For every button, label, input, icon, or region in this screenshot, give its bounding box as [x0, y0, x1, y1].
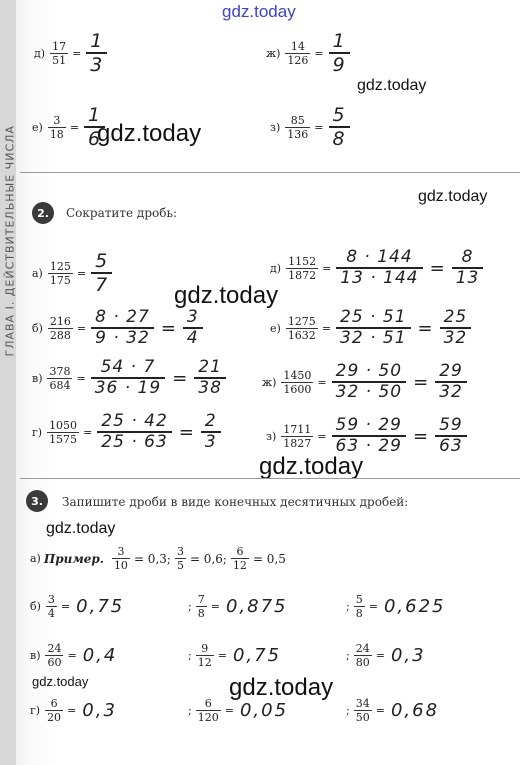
- handwritten-decimal: 0,75: [76, 596, 125, 617]
- divider: [20, 172, 520, 173]
- decimal-item: г) $\frac{6}{20}$ = 0,3: [30, 697, 117, 724]
- fraction: $\frac{3}{18}$: [49, 113, 64, 141]
- handwritten-factorization: $\frac{29 \cdot 50}{32 \cdot 50}$: [332, 362, 406, 402]
- exercise-g: г) $\frac{1050}{1575}$ = $\frac{25 \cdot 42}{25 \cdot 63}$ = $\frac{2}{3}$: [32, 412, 224, 452]
- watermark: gdz.today: [418, 188, 488, 205]
- watermark: gdz.today: [97, 120, 202, 147]
- fraction: $\frac{1711}{1827}$: [283, 422, 312, 450]
- exercise-e: е) $\frac{3}{18}$ = $\frac{1}{6}$: [32, 104, 108, 150]
- watermark: gdz.today: [259, 453, 364, 480]
- fraction: $\frac{24}{80}$: [355, 642, 370, 669]
- fraction: $\frac{6}{120}$: [197, 697, 219, 724]
- handwritten-decimal: 0,3: [390, 645, 426, 666]
- handwritten-decimal: 0,68: [390, 700, 440, 721]
- exercise-zh: ж) $\frac{14}{126}$ = $\frac{1}{9}$: [266, 30, 353, 76]
- fraction: $\frac{1275}{1632}$: [287, 314, 316, 342]
- fraction: $\frac{216}{288}$: [49, 314, 71, 342]
- item-label: е): [32, 120, 43, 134]
- fraction: $\frac{5}{8}$: [355, 593, 363, 620]
- handwritten-decimal: 0,4: [82, 645, 118, 666]
- handwritten-decimal: 0,75: [232, 645, 282, 666]
- item-label: з): [270, 120, 281, 134]
- exercise-e2: е) $\frac{1275}{1632}$ = $\frac{25 \cdot 51}{32 \cdot 51}$ = $\frac{25}{32}$: [270, 308, 474, 348]
- decimal-item: ; $\frac{9}{12}$ = 0,75: [188, 642, 282, 669]
- handwritten-answer: $\frac{8}{13}$: [452, 248, 484, 288]
- example-title: Пример.: [43, 551, 104, 566]
- handwritten-answer: $\frac{1}{9}$: [329, 30, 350, 76]
- task-number-badge: 2.: [32, 202, 54, 224]
- exercise-zh2: ж) $\frac{1450}{1600}$ = $\frac{29 \cdot 50}{32 \cdot 50}$ = $\frac{29}{32}$: [262, 362, 470, 402]
- fraction: $\frac{6}{12}$: [232, 545, 247, 572]
- fraction: $\frac{125}{175}$: [49, 259, 71, 287]
- handwritten-factorization: $\frac{59 \cdot 29}{63 \cdot 29}$: [332, 416, 406, 456]
- handwritten-answer: $\frac{5}{7}$: [91, 250, 112, 296]
- decimal-item: б) $\frac{3}{4}$ = 0,75: [30, 593, 125, 620]
- handwritten-decimal: 0,3: [82, 700, 117, 721]
- handwritten-factorization: $\frac{8 \cdot 27}{9 \cdot 32}$: [91, 308, 154, 348]
- handwritten-answer: $\frac{25}{32}$: [440, 308, 472, 348]
- task-title: Запишите дроби в виде конечных десятичных дробей:: [62, 495, 409, 509]
- fraction: $\frac{14}{126}$: [287, 39, 309, 67]
- fraction: $\frac{1050}{1575}$: [49, 418, 78, 446]
- fraction: $\frac{9}{12}$: [197, 642, 212, 669]
- fraction: $\frac{3}{5}$: [176, 545, 184, 572]
- exercise-z2: з) $\frac{1711}{1827}$ = $\frac{59 \cdot 29}{63 \cdot 29}$ = $\frac{59}{63}$: [266, 416, 470, 456]
- handwritten-answer: $\frac{29}{32}$: [435, 362, 467, 402]
- handwritten-factorization: $\frac{25 \cdot 51}{32 \cdot 51}$: [336, 308, 410, 348]
- exercise-z: з) $\frac{85}{136}$ = $\frac{5}{8}$: [270, 104, 353, 150]
- task-title: Сократите дробь:: [66, 206, 178, 220]
- example-row: а) Пример. $\frac{3}{10}$ = 0,3; $\frac{3}{5}$ = 0,6; $\frac{6}{12}$ = 0,5: [30, 545, 286, 572]
- fraction: $\frac{3}{4}$: [47, 593, 55, 620]
- handwritten-answer: $\frac{59}{63}$: [435, 416, 467, 456]
- watermark: gdz.today: [357, 77, 427, 94]
- item-label: д): [34, 46, 46, 60]
- fraction: $\frac{7}{8}$: [197, 593, 205, 620]
- decimal-item: ; $\frac{6}{120}$ = 0,05: [188, 697, 289, 724]
- exercise-v: в) $\frac{378}{684}$ = $\frac{54 \cdot 7}{36 \cdot 19}$ = $\frac{21}{38}$: [32, 358, 229, 398]
- decimal-item: ; $\frac{7}{8}$ = 0,875: [188, 593, 288, 620]
- item-label: ж): [266, 46, 281, 60]
- handwritten-factorization: $\frac{54 \cdot 7}{36 \cdot 19}$: [91, 358, 165, 398]
- fraction: $\frac{24}{60}$: [47, 642, 62, 669]
- fraction: $\frac{3}{10}$: [113, 545, 128, 572]
- watermark: gdz.today: [229, 674, 334, 701]
- watermark-top: gdz.today: [222, 2, 296, 21]
- task-number-badge: 3.: [26, 490, 48, 512]
- handwritten-answer: $\frac{1}{3}$: [86, 30, 107, 76]
- handwritten-decimal: 0,05: [239, 700, 289, 721]
- decimal-item: ; $\frac{24}{80}$ = 0,3: [346, 642, 426, 669]
- exercise-a: а) $\frac{125}{175}$ = $\frac{5}{7}$: [32, 250, 115, 296]
- spine-text: ГЛАВА I. ДЕЙСТВИТЕЛЬНЫЕ ЧИСЛА: [3, 125, 17, 357]
- fraction: $\frac{378}{684}$: [49, 364, 71, 392]
- watermark: gdz.today: [174, 282, 279, 309]
- handwritten-decimal: 0,625: [383, 596, 446, 617]
- watermark: gdz.today: [46, 520, 116, 537]
- handwritten-answer: $\frac{5}{8}$: [329, 104, 350, 150]
- handwritten-decimal: 0,875: [225, 596, 288, 617]
- exercise-b: б) $\frac{216}{288}$ = $\frac{8 \cdot 27}{9 \cdot 32}$ = $\frac{3}{4}$: [32, 308, 206, 348]
- exercise-d: д) $\frac{17}{51}$ = $\frac{1}{3}$: [34, 30, 110, 76]
- fraction: $\frac{17}{51}$: [52, 39, 67, 67]
- fraction: $\frac{1152}{1872}$: [288, 254, 317, 282]
- handwritten-answer: $\frac{3}{4}$: [183, 308, 203, 348]
- fraction: $\frac{34}{50}$: [355, 697, 370, 724]
- decimal-item: ; $\frac{34}{50}$ = 0,68: [346, 697, 440, 724]
- handwritten-factorization: $\frac{8 \cdot 144}{13 \cdot 144}$: [336, 248, 422, 288]
- decimal-item: ; $\frac{5}{8}$ = 0,625: [346, 593, 446, 620]
- fraction: $\frac{6}{20}$: [47, 697, 62, 724]
- decimal-item: в) $\frac{24}{60}$ = 0,4: [30, 642, 118, 669]
- handwritten-answer: $\frac{1}{6}$: [84, 104, 105, 150]
- watermark: gdz.today: [32, 674, 89, 689]
- exercise-d2: д) $\frac{1152}{1872}$ = $\frac{8 \cdot 144}{13 \cdot 144}$ = $\frac{8}{13}$: [270, 248, 486, 288]
- handwritten-factorization: $\frac{25 \cdot 42}{25 \cdot 63}$: [97, 412, 171, 452]
- handwritten-answer: $\frac{2}{3}$: [201, 412, 221, 452]
- fraction: $\frac{85}{136}$: [287, 113, 309, 141]
- divider: [20, 478, 520, 479]
- fraction: $\frac{1450}{1600}$: [283, 368, 312, 396]
- handwritten-answer: $\frac{21}{38}$: [194, 358, 226, 398]
